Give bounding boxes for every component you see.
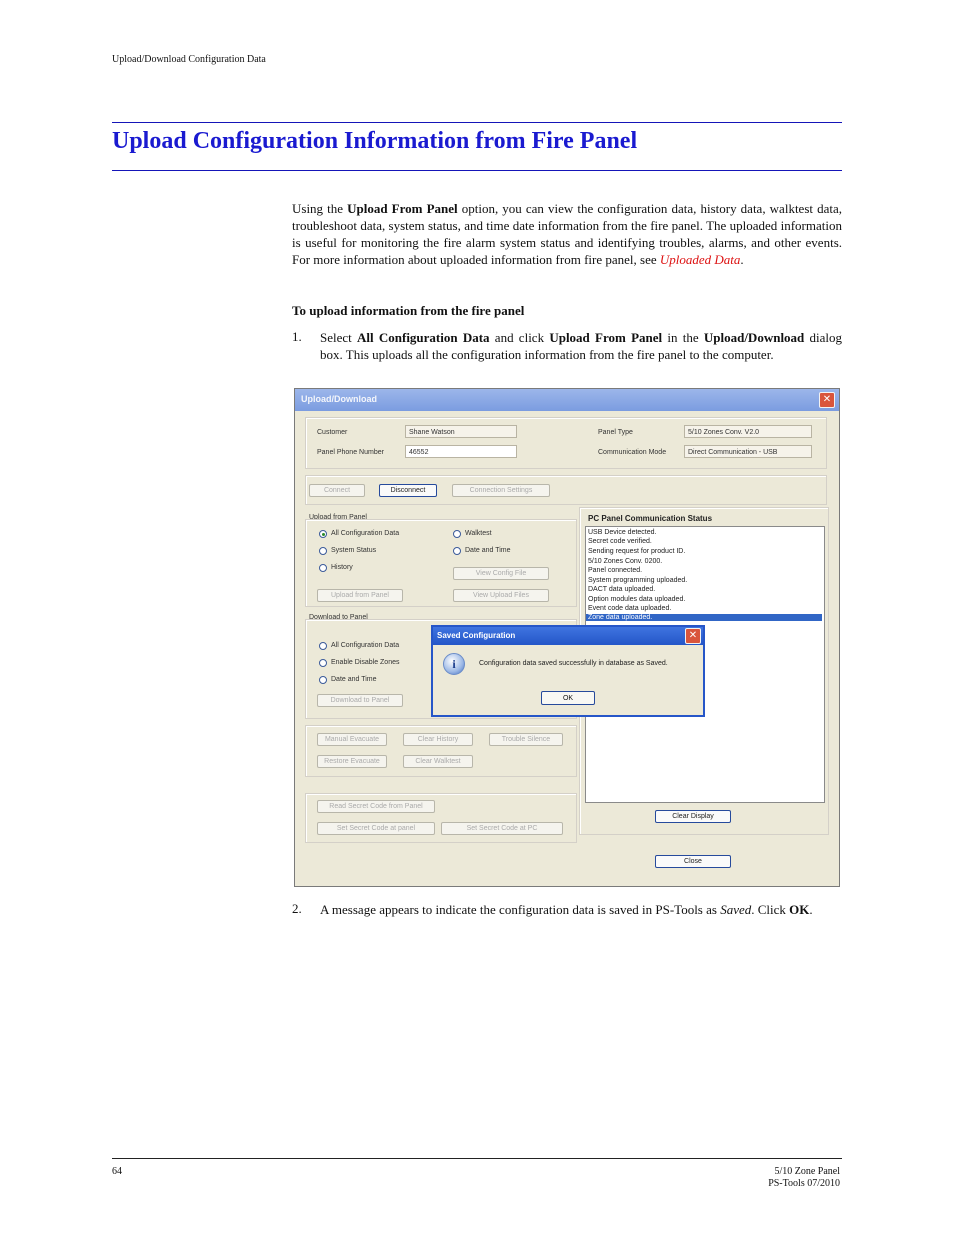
view-upload-files-button[interactable]: View Upload Files (453, 589, 549, 602)
upload-option-label: History (331, 564, 353, 571)
dialog-titlebar (295, 389, 839, 411)
clear-history-button[interactable]: Clear History (403, 733, 473, 746)
intro-paragraph: Using the Upload From Panel option, you can view the configuration data, history data, walktest data, troubleshoot data, system status, and time date information from the fire panel. The uploaded information is useful for monitoring the fire alarm system status and identifying troubles, alarms, and other events. For more information about uploaded information from fire panel, see Uploaded Data. (292, 201, 842, 267)
panel-type-field[interactable]: 5/10 Zones Conv. V2.0 (684, 425, 812, 438)
upload-date-time-radio[interactable] (453, 547, 461, 555)
download-date-time-radio[interactable] (319, 676, 327, 684)
step-2-text: A message appears to indicate the configuration data is saved in PS-Tools as Saved. Click OK. (320, 902, 813, 917)
status-line: Secret code verified. (588, 538, 652, 545)
dialog-title: Upload/Download (301, 394, 377, 404)
clear-walktest-button[interactable]: Clear Walktest (403, 755, 473, 768)
set-secret-code-panel-button[interactable]: Set Secret Code at panel (317, 822, 435, 835)
set-secret-code-pc-button[interactable]: Set Secret Code at PC (441, 822, 563, 835)
footer-rule (112, 1158, 842, 1159)
connect-button[interactable]: Connect (309, 484, 365, 497)
section-title: Upload Configuration Information from Fire Panel (112, 128, 638, 154)
disconnect-button[interactable]: Disconnect (379, 484, 437, 497)
footer-product: 5/10 Zone Panel (774, 1166, 840, 1177)
page-number: 64 (112, 1166, 122, 1177)
upload-system-status-radio[interactable] (319, 547, 327, 555)
connection-settings-button[interactable]: Connection Settings (452, 484, 550, 497)
title-rule-top (112, 122, 842, 123)
message-text: Configuration data saved successfully in database as Saved. (479, 660, 668, 667)
message-titlebar (433, 627, 703, 645)
status-line: Panel connected. (588, 567, 643, 574)
upload-from-panel-button[interactable]: Upload from Panel (317, 589, 403, 602)
upload-download-dialog-screenshot (294, 388, 840, 887)
customer-label: Customer (317, 429, 348, 436)
download-all-config-radio[interactable] (319, 642, 327, 650)
download-option-label: Date and Time (331, 676, 377, 683)
upload-all-config-radio[interactable] (319, 530, 327, 538)
status-line: Sending request for product ID. (588, 548, 686, 555)
saved-configuration-message-box (431, 625, 705, 717)
upload-group-label: Upload from Panel (309, 514, 367, 521)
phone-field[interactable]: 46552 (405, 445, 517, 458)
step-1-text: Select All Configuration Data and click Upload From Panel in the Upload/Download dialog box. This uploads all the configuration information from the fire panel to the computer. (320, 330, 843, 362)
info-icon: i (443, 653, 465, 675)
restore-evacuate-button[interactable]: Restore Evacuate (317, 755, 387, 768)
upload-option-label: Walktest (465, 530, 492, 537)
footer-doc-info (768, 1166, 840, 1190)
view-config-file-button[interactable]: View Config File (453, 567, 549, 580)
step-1-number: 1. (292, 329, 302, 344)
status-line: Event code data uploaded. (588, 605, 672, 612)
close-button[interactable]: Close (655, 855, 731, 868)
comm-mode-label: Communication Mode (598, 449, 667, 456)
ok-button[interactable]: OK (541, 691, 595, 705)
procedure-heading: To upload information from the fire panel (292, 303, 525, 318)
download-group-label: Download to Panel (309, 614, 368, 621)
download-option-label: Enable Disable Zones (331, 659, 400, 666)
status-title: PC Panel Communication Status (588, 514, 713, 523)
download-option-label: All Configuration Data (331, 642, 400, 649)
panel-type-label: Panel Type (598, 429, 633, 436)
manual-evacuate-button[interactable]: Manual Evacuate (317, 733, 387, 746)
step-2-number: 2. (292, 901, 302, 916)
download-to-panel-button[interactable]: Download to Panel (317, 694, 403, 707)
status-line: System programming uploaded. (588, 577, 688, 584)
close-icon[interactable]: ✕ (685, 628, 701, 644)
upload-option-label: Date and Time (465, 547, 511, 554)
title-rule-bottom (112, 170, 842, 171)
close-icon[interactable]: ✕ (819, 392, 835, 408)
status-line: Option modules data uploaded. (588, 596, 686, 603)
clear-display-button[interactable]: Clear Display (655, 810, 731, 823)
download-enable-zones-radio[interactable] (319, 659, 327, 667)
comm-mode-field[interactable]: Direct Communication - USB (684, 445, 812, 458)
upload-option-label: System Status (331, 547, 377, 554)
phone-label: Panel Phone Number (317, 449, 384, 456)
status-line: USB Device detected. (588, 529, 657, 536)
message-title: Saved Configuration (437, 631, 516, 640)
status-line: 5/10 Zones Conv. 0200. (588, 558, 663, 565)
running-head: Upload/Download Configuration Data (112, 54, 266, 65)
uploaded-data-link[interactable]: Uploaded Data (659, 252, 741, 267)
trouble-silence-button[interactable]: Trouble Silence (489, 733, 563, 746)
footer-doc: PS-Tools 07/2010 (768, 1178, 840, 1189)
customer-field[interactable]: Shane Watson (405, 425, 517, 438)
status-line-selected: Zone data uploaded. (586, 614, 822, 621)
upload-history-radio[interactable] (319, 564, 327, 572)
upload-option-label: All Configuration Data (331, 530, 400, 537)
upload-walktest-radio[interactable] (453, 530, 461, 538)
status-line: DACT data uploaded. (588, 586, 656, 593)
read-secret-code-button[interactable]: Read Secret Code from Panel (317, 800, 435, 813)
